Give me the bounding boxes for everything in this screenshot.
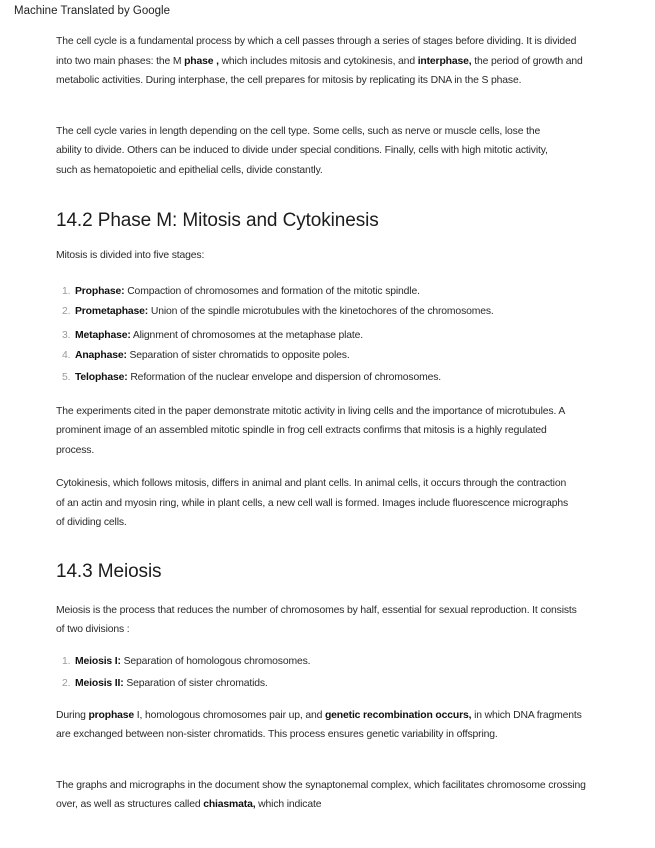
section-heading-14-2: 14.2 Phase M: Mitosis and Cytokinesis bbox=[56, 210, 379, 231]
meiosis-lead: Meiosis is the process that reduces the number of chromosomes by half, essential for sexual reproduction. It consists of two divisions : bbox=[56, 604, 577, 635]
mitosis-stages-list bbox=[56, 282, 596, 388]
mitosis-lead: Mitosis is divided into five stages: bbox=[56, 250, 205, 261]
cytokinesis-paragraph: Cytokinesis, which follows mitosis, differs in animal and plant cells. In animal cells, it occurs through the contraction of an actin and myosin ring, while in plant cells, a new cell wall is formed. Images include fluorescence micrographs of dividing cells. bbox=[56, 478, 569, 528]
list-item: 5. Telophase: Reformation of the nuclear envelope and dispersion of chromosomes. bbox=[62, 371, 441, 383]
experiments-paragraph: The experiments cited in the paper demonstrate mitotic activity in living cells and the importance of microtubules. A prominent image of an assembled mitotic spindle in frog cell extracts confirms that mitosis is a highly regulated process. bbox=[56, 405, 565, 456]
list-item: 3. Metaphase: Alignment of chromosomes at the metaphase plate. bbox=[62, 329, 364, 341]
list-item: 1. Prophase: Compaction of chromosomes and formation of the mitotic spindle. bbox=[62, 285, 420, 297]
prophase-recombination-paragraph: During prophase I, homologous chromosomes pair up, and genetic recombination occurs, in which DNA fragments are exchanged between non-sister chromatids. This process ensures genetic variability in offspring. bbox=[56, 709, 582, 740]
document-body bbox=[56, 32, 596, 815]
section-heading-14-3: 14.3 Meiosis bbox=[56, 560, 162, 582]
list-item: 4. Anaphase: Separation of sister chromatids to opposite poles. bbox=[62, 349, 350, 361]
synaptonemal-paragraph: The graphs and micrographs in the document show the synaptonemal complex, which facilitates chromosome crossing over, as well as structures called chiasmata, which indicate bbox=[56, 779, 586, 810]
list-item: 2. Prometaphase: Union of the spindle microtubules with the kinetochores of the chromosomes. bbox=[62, 305, 494, 317]
meiosis-divisions-list bbox=[56, 652, 596, 694]
cell-cycle-intro-paragraph: The cell cycle is a fundamental process by which a cell passes through a series of stages before dividing. It is divided into two main phases: the M phase , which includes mitosis and cytokinesis, and interphase, the period of growth and metabolic activities. During interphase, the cell prepares for mitosis by replicating its DNA in the S phase. bbox=[56, 36, 583, 86]
list-item: 2. Meiosis II: Separation of sister chromatids. bbox=[62, 677, 268, 689]
list-item: 1. Meiosis I: Separation of homologous chromosomes. bbox=[62, 655, 311, 667]
cell-cycle-length-paragraph: The cell cycle varies in length depending on the cell type. Some cells, such as nerve or muscle cells, lose the ability to divide. Others can be induced to divide under special conditions. Finally, cells with high mitotic activity, such as hematopoietic and epithelial cells, divide constantly. bbox=[56, 125, 548, 176]
machine-translation-banner: Machine Translated by Google bbox=[14, 5, 170, 17]
